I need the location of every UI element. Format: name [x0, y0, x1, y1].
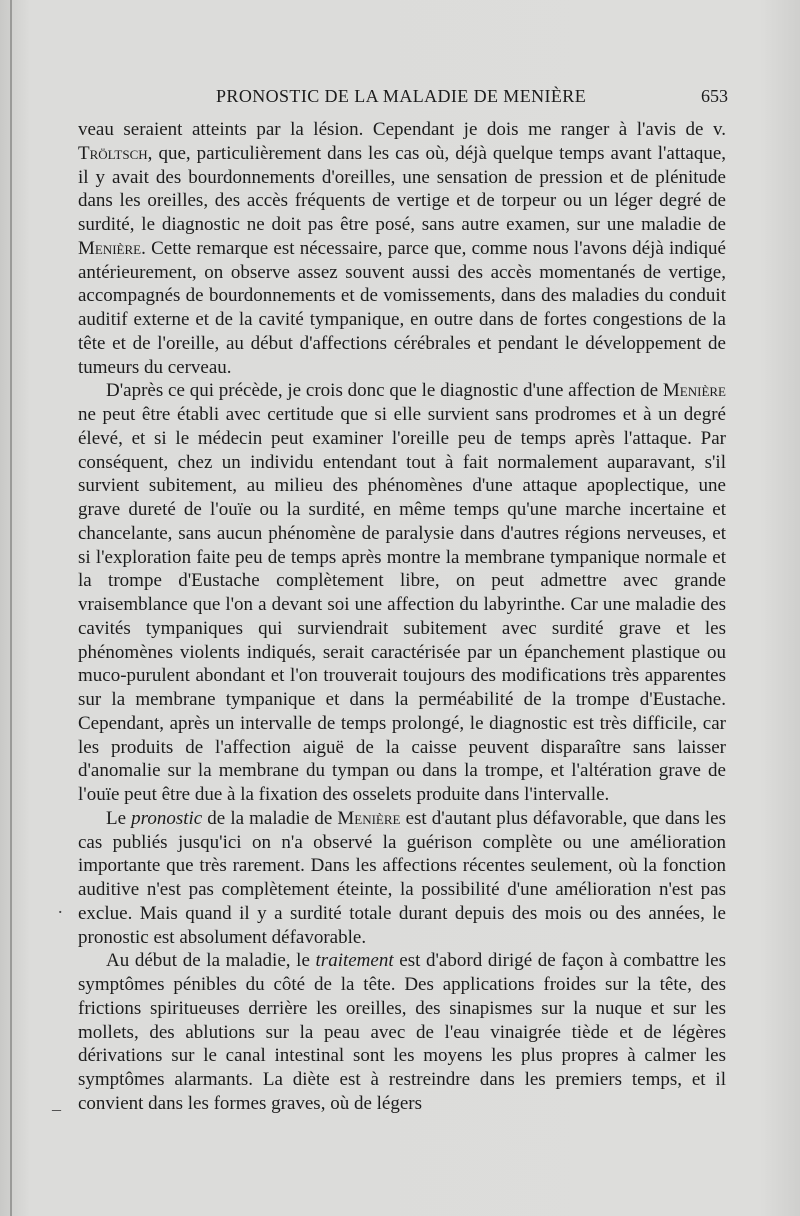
author-name-meniere: Menière — [337, 807, 401, 829]
margin-dot-mark: . — [58, 897, 63, 917]
emphasis-pronostic: pronostic — [131, 807, 203, 829]
p1-text-b: , que, particulièrement dans les cas où, déjà quelque temps avant l'attaque, il y avait des bourdonnements d'oreilles, une sensation de pression et de plénitude dans les oreilles, des accès fréquents de vertige et de torpeur ou un léger degré de surdité, le diagnostic ne doit pas être posé, sans autre examen, sur une maladie de — [78, 142, 726, 235]
body-text — [78, 118, 726, 1116]
paragraph-3 — [78, 807, 726, 950]
author-name-troltsch: Tröltsch — [78, 142, 148, 164]
margin-dash-mark: – — [52, 1099, 61, 1119]
p4-text-b: est d'abord dirigé de façon à combattre les symptômes pénibles du côté de la tête. Des applications froides sur la tête, des frictions spiritueuses derrière les oreilles, des sinapismes sur la nuque et sur les mollets, des ablutions sur la peau avec de l'eau vinaigrée tiède et de légères dérivations sur le canal intestinal sont les moyens les plus propres à calmer les symptômes alarmants. La diète est à restreindre dans les premiers temps, et il convient dans les formes graves, où de légers — [78, 950, 726, 1114]
paragraph-4 — [78, 949, 726, 1115]
paragraph-2 — [78, 379, 726, 807]
running-header — [78, 86, 728, 114]
p1-text-c: . Cette remarque est nécessaire, parce que, comme nous l'avons déjà indiqué antérieurement, on observe assez souvent aussi des accès momentanés de vertige, accompagnés de bourdonnements et de vomissements, dans des maladies du conduit auditif externe et de la cavité tympanique, en outre dans de fortes congestions de la tête et de l'oreille, au début d'affections cérébrales et pendant le développement de tumeurs du cerveau. — [78, 237, 726, 378]
p2-text-b: ne peut être établi avec certitude que si elle survient sans prodromes et à un degré élevé, et si le médecin peut examiner l'oreille peu de temps après l'attaque. Par conséquent, chez un individu entendant tout à fait normalement auparavant, s'il survient subitement, au milieu des phénomènes d'une attaque apoplectique, une grave dureté de l'ouïe ou la surdité, en même temps qu'une marche incertaine et chancelante, sans aucun phénomène de paralysie dans d'autres régions nerveuses, et si l'exploration faite peu de temps après montre la membrane tympanique normale et la trompe d'Eustache complètement libre, on peut admettre avec grande vraisemblance que l'on a devant soi une affection du labyrinthe. Car une maladie des cavités tympaniques qui surviendrait subitement avec surdité grave et les phénomènes violents indiqués, serait caractérisée par un épanchement plastique ou muco-purulent abondant et l'on trouverait toujours des modifications très apparentes sur la membrane tympanique et dans la perméabilité de la trompe d'Eustache. Cependant, après un intervalle de temps prolongé, le diagnostic est très difficile, car les produits de l'affection aiguë de la caisse peuvent disparaître sans laisser d'anomalie sur la membrane du tympan ou dans la trompe, et l'altération grave de l'ouïe peut être due à la fixation des osselets produite dans l'intervalle. — [78, 404, 726, 805]
page-gutter-edge — [10, 0, 12, 1216]
running-title: PRONOSTIC DE LA MALADIE DE MENIÈRE — [216, 86, 587, 106]
author-name-meniere: Menière — [662, 380, 726, 402]
paragraph-1 — [78, 118, 726, 379]
p3-text-c: est d'autant plus défavorable, que dans les cas publiés jusqu'ici on n'a observé la guérison complète ou une amélioration importante que très rarement. Dans les affections récentes seulement, où la fonction auditive n'est pas complètement éteinte, la possibilité d'une amélioration n'est pas exclue. Mais quand il y a surdité totale durant depuis des mois ou des années, le pronostic est absolument défavorable. — [78, 807, 726, 948]
p3-text-a: Le — [106, 807, 132, 829]
page-number: 653 — [701, 86, 728, 106]
emphasis-traitement: traitement — [315, 950, 394, 972]
p1-text-a: veau seraient atteints par la lésion. Cependant je dois me ranger à l'avis de v. — [78, 119, 726, 140]
author-name-meniere: Menière — [78, 237, 142, 259]
p2-text-a: D'après ce qui précède, je crois donc que le diagnostic d'une affection de — [106, 380, 663, 402]
p3-text-b: de la maladie de — [202, 807, 338, 829]
p4-text-a: Au début de la maladie, le — [106, 950, 316, 972]
